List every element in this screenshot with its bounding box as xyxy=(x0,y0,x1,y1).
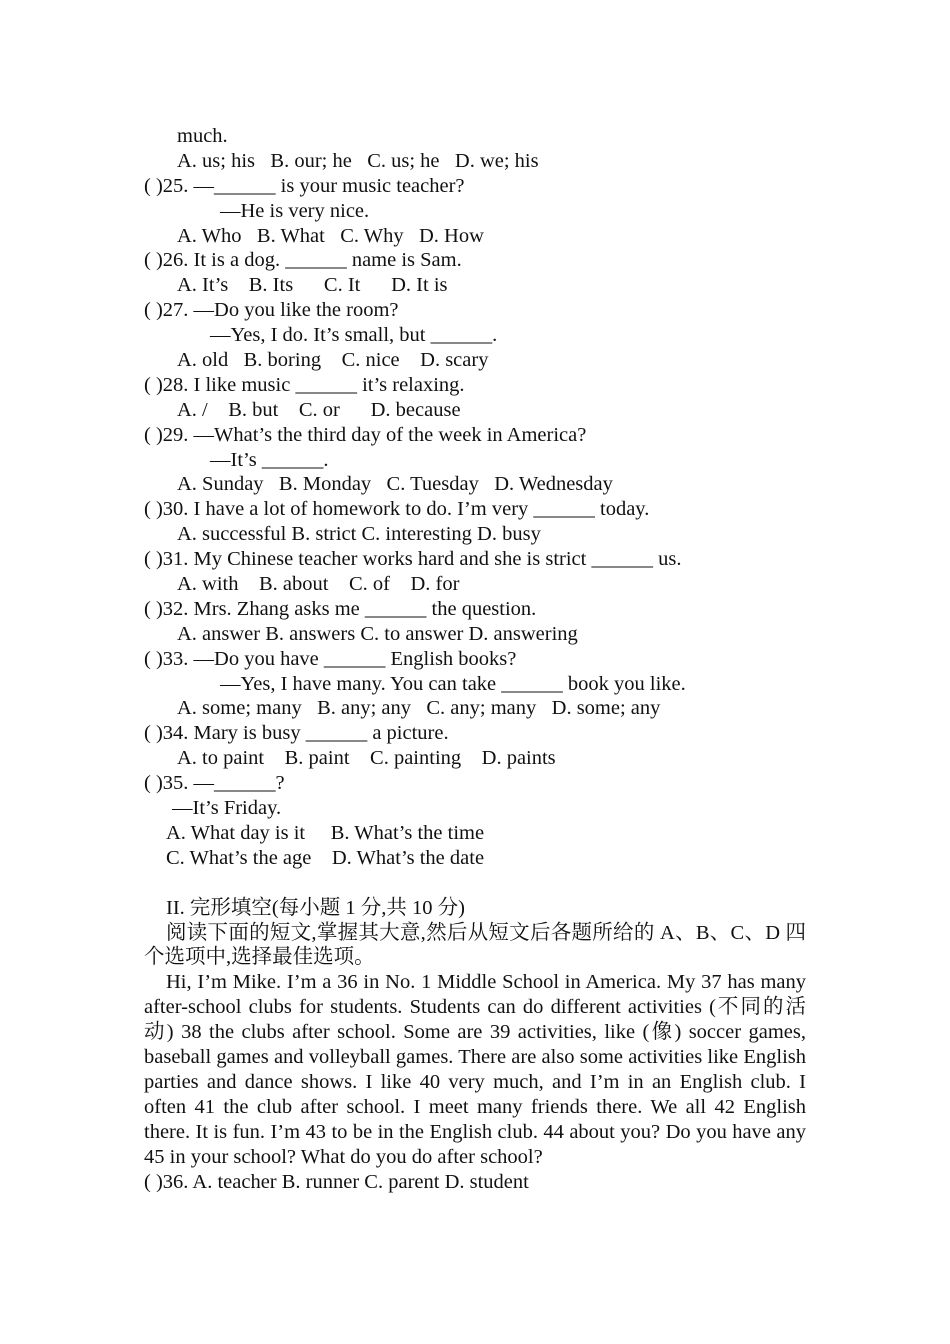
answer-line: A. answer B. answers C. to answer D. answering xyxy=(177,622,578,645)
answer-line: —It’s Friday. xyxy=(172,797,282,820)
answer-line: A. / B. but C. or D. because xyxy=(177,398,461,421)
exam-content xyxy=(144,124,806,1194)
question-line: ( )32. Mrs. Zhang asks me ______ the question. xyxy=(144,597,537,620)
answer-line: —Yes, I do. It’s small, but ______. xyxy=(210,324,498,347)
question-line: ( )35. —______? xyxy=(144,772,285,795)
answer-line: C. What’s the age D. What’s the date xyxy=(166,846,485,869)
question-line: ( )30. I have a lot of homework to do. I’m very ______ today. xyxy=(144,498,650,521)
question-line: ( )33. —Do you have ______ English books? xyxy=(144,647,517,670)
answer-line: —Yes, I have many. You can take ______ book you like. xyxy=(220,672,686,695)
section-instruction: 阅读下面的短文,掌握其大意,然后从短文后各题所给的 A、B、C、D 四个选项中,选择最佳选项。 xyxy=(144,921,806,969)
question-line: ( )34. Mary is busy ______ a picture. xyxy=(144,722,449,745)
answer-line: A. old B. boring C. nice D. scary xyxy=(177,349,489,372)
answer-line: A. Sunday B. Monday C. Tuesday D. Wednesday xyxy=(177,473,613,496)
question-line: ( )25. —______ is your music teacher? xyxy=(144,174,465,197)
answer-line: A. some; many B. any; any C. any; many D. some; any xyxy=(177,697,661,720)
question-line: ( )28. I like music ______ it’s relaxing. xyxy=(144,373,465,396)
answer-line: —He is very nice. xyxy=(220,199,370,222)
answer-line: A. us; his B. our; he C. us; he D. we; his xyxy=(177,149,539,172)
section-gap xyxy=(144,871,806,896)
answer-line: A. It’s B. Its C. It D. It is xyxy=(177,274,448,297)
answer-line: A. Who B. What C. Why D. How xyxy=(177,224,484,247)
answer-line: A. with B. about C. of D. for xyxy=(177,573,460,596)
question-line: ( )27. —Do you like the room? xyxy=(144,299,399,322)
answer-line: A. successful B. strict C. interesting D. busy xyxy=(177,523,541,546)
answer-line: A. to paint B. paint C. painting D. paints xyxy=(177,747,556,770)
cloze-passage: Hi, I’m Mike. I’m a 36 in No. 1 Middle School in America. My 37 has many after-school clubs for students. Students can do different activities (不同的活动) 38 the clubs after school. Some are 39 activities, like (像) soccer games, baseball games and volleyball games. There are also some activities like English parties and dance shows. I like 40 very much, and I’m in an English club. I often 41 the club after school. I meet many friends there. We all 42 English there. It is fun. I’m 43 to be in the English club. 44 about you? Do you have any 45 in your school? What do you do after school? xyxy=(144,971,806,1168)
answer-line: much. xyxy=(177,125,228,147)
question-list xyxy=(144,124,806,871)
answer-line: —It’s ______. xyxy=(210,448,329,471)
section-heading: II. 完形填空(每小题 1 分,共 10 分) xyxy=(166,896,465,919)
question-36: ( )36. A. teacher B. runner C. parent D. student xyxy=(144,1170,529,1193)
question-line: ( )29. —What’s the third day of the week in America? xyxy=(144,423,587,446)
answer-line: A. What day is it B. What’s the time xyxy=(166,821,485,844)
question-line: ( )26. It is a dog. ______ name is Sam. xyxy=(144,249,462,272)
question-line: ( )31. My Chinese teacher works hard and she is strict ______ us. xyxy=(144,548,682,571)
